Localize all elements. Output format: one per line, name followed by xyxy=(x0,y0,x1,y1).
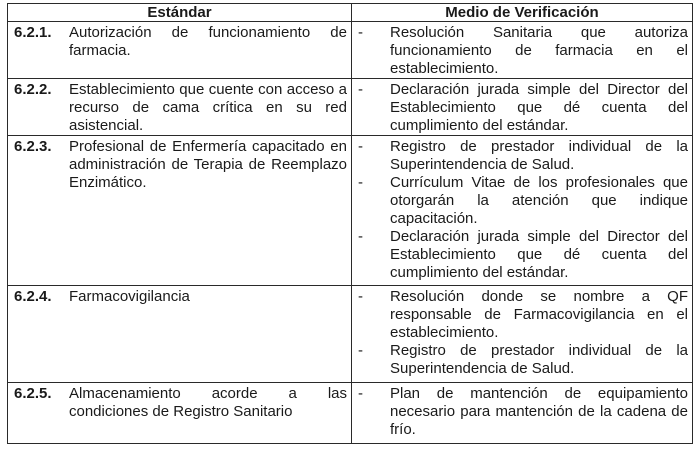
standard-cell xyxy=(8,383,352,444)
standard-cell xyxy=(8,136,352,286)
standard-cell xyxy=(8,22,352,79)
table-row xyxy=(8,22,693,79)
verification-item xyxy=(358,342,688,378)
verification-item xyxy=(358,288,688,342)
verification-text: Plan de mantención de equipamiento necesario para mantención de la cadena de frío. xyxy=(390,385,688,438)
verification-text: Resolución donde se nombre a QF responsable de Farmacovigilancia en el establecimiento. xyxy=(390,288,688,341)
verification-text: Currículum Vitae de los profesionales que otorgarán la atención que indique capacitación. xyxy=(390,174,688,227)
verification-text: Declaración jurada simple del Director del Establecimiento que dé cuenta del cumplimiento del estándar. xyxy=(390,228,688,281)
verification-item xyxy=(358,228,688,282)
verification-cell xyxy=(352,136,693,286)
header-verification: Medio de Verificación xyxy=(352,4,693,22)
table-row xyxy=(8,286,693,383)
table-row xyxy=(8,383,693,444)
table-row xyxy=(8,136,693,286)
standard-text: Farmacovigilancia xyxy=(69,288,190,305)
bullet-dash: - xyxy=(358,228,363,245)
bullet-dash: - xyxy=(358,24,363,41)
standard-code: 6.2.4. xyxy=(14,288,52,305)
bullet-dash: - xyxy=(358,81,363,98)
verification-text: Registro de prestador individual de la Superintendencia de Salud. xyxy=(390,342,688,377)
bullet-dash: - xyxy=(358,288,363,305)
standard-code: 6.2.2. xyxy=(14,81,52,98)
verification-item xyxy=(358,385,688,439)
table-row xyxy=(8,79,693,136)
verification-cell xyxy=(352,383,693,444)
bullet-dash: - xyxy=(358,342,363,359)
standard-cell xyxy=(8,79,352,136)
header-standard: Estándar xyxy=(8,4,352,22)
bullet-dash: - xyxy=(358,174,363,191)
standard-text: Autorización de funcionamiento de farmacia. xyxy=(69,24,347,59)
standards-table xyxy=(7,3,693,444)
standard-cell xyxy=(8,286,352,383)
standard-text: Profesional de Enfermería capacitado en administración de Terapia de Reemplazo Enzimático. xyxy=(69,138,347,191)
standard-text: Establecimiento que cuente con acceso a recurso de cama crítica en su red asistencial. xyxy=(69,81,347,134)
verification-item xyxy=(358,24,688,78)
standard-code: 6.2.1. xyxy=(14,24,52,41)
verification-cell xyxy=(352,22,693,79)
verification-text: Registro de prestador individual de la Superintendencia de Salud. xyxy=(390,138,688,173)
verification-text: Resolución Sanitaria que autoriza funcionamiento de farmacia en el establecimiento. xyxy=(390,24,688,77)
verification-text: Declaración jurada simple del Director del Establecimiento que dé cuenta del cumplimiento del estándar. xyxy=(390,81,688,134)
verification-cell xyxy=(352,286,693,383)
bullet-dash: - xyxy=(358,138,363,155)
standard-code: 6.2.3. xyxy=(14,138,52,155)
verification-item xyxy=(358,138,688,174)
bullet-dash: - xyxy=(358,385,363,402)
verification-item xyxy=(358,81,688,135)
standard-text: Almacenamiento acorde a las condiciones de Registro Sanitario xyxy=(69,385,347,420)
verification-item xyxy=(358,174,688,228)
verification-cell xyxy=(352,79,693,136)
standard-code: 6.2.5. xyxy=(14,385,52,402)
table-header-row xyxy=(8,4,693,22)
